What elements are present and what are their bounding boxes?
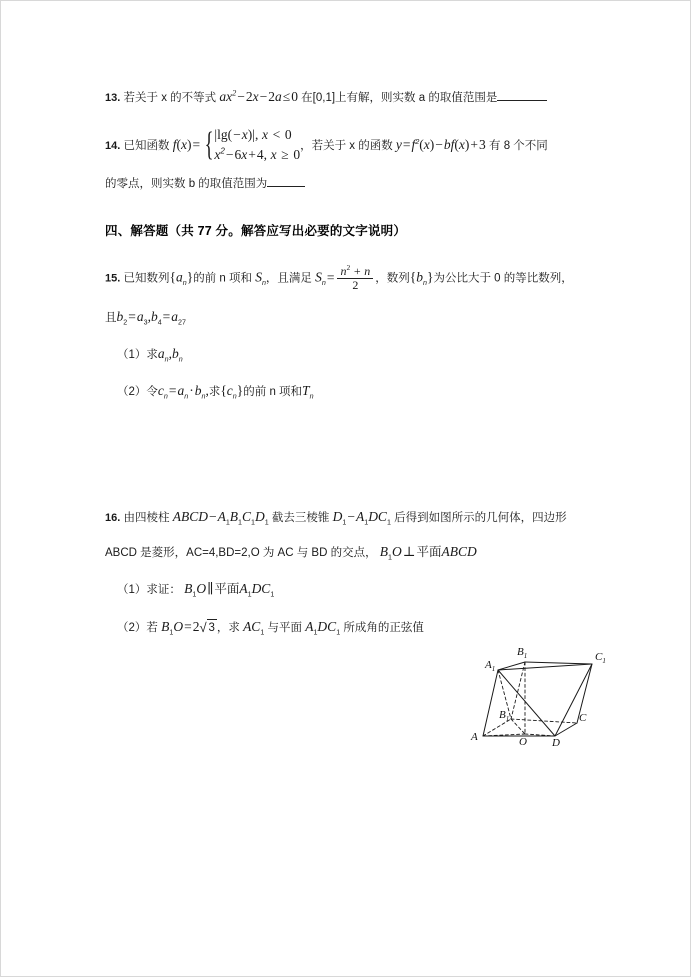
problem-15-text-b: 的前 n 项和 bbox=[193, 273, 252, 286]
problem-14-mid: ，若关于 x 的函数 bbox=[300, 139, 393, 152]
problem-14-line2-text: 的零点，则实数 b 的取值范围为 bbox=[105, 177, 268, 190]
edge-blower-o-dashed bbox=[511, 719, 525, 734]
problem-15-sub1: （1）求$a_n,b_n$ bbox=[117, 345, 183, 364]
problem-14-line2 bbox=[105, 176, 597, 194]
problem-16-solid-1: ABCD bbox=[172, 508, 208, 524]
problem-14-y: y bbox=[395, 136, 402, 152]
problem-16-number: 16. bbox=[105, 511, 121, 524]
problem-16-lead: 由四棱柱 bbox=[123, 511, 170, 524]
edge-a1-a bbox=[483, 670, 498, 736]
problem-15-sub2-label: （2）令 bbox=[117, 386, 158, 399]
problem-16-text-c: 后得到如图所示的几何体，四边形 bbox=[394, 511, 567, 524]
problem-15-sub2-mid: 求 bbox=[208, 386, 221, 399]
edge-blower-c-dashed bbox=[511, 719, 577, 723]
figure-label-a: A bbox=[471, 731, 478, 743]
problem-15-sub2-tail: 的前 n 项和 bbox=[243, 386, 303, 399]
fraction-denominator: 2 bbox=[352, 278, 359, 293]
figure-label-o: O bbox=[519, 736, 527, 747]
problem-16-sub1: （1）求证： $B_1O\parallel$平面$A_1DC_1$ bbox=[117, 581, 275, 599]
problem-16-sub2-math-a: B bbox=[161, 618, 170, 634]
fraction-numerator: $n^2 + n$ bbox=[337, 264, 373, 279]
problem-15-text-c: ，且满足 bbox=[265, 273, 312, 286]
problem-14-tail: 有 8 个不同 bbox=[489, 139, 548, 152]
page-content bbox=[105, 87, 597, 640]
problem-15-lead: 已知数列 bbox=[123, 273, 170, 286]
edge-b1-c1 bbox=[525, 662, 592, 664]
problem-16-line1: 16. 由四棱柱 $ABCD-A_1B_1C_1D_1$ 截去三棱锥 $D_1-A_1DC_1$ 后得到如图所示的几何体，四边形 bbox=[105, 508, 567, 526]
problem-13-expr-2: 2 bbox=[245, 89, 253, 104]
problem-16-sub1-math: B bbox=[184, 581, 193, 597]
problem-16-line2: ABCD 是菱形，AC=4,BD=2,O 为 AC 与 BD 的交点， $B_1O\perp$平面ABCD bbox=[105, 543, 477, 562]
problem-13-lead: 若关于 x 的不等式 bbox=[123, 92, 217, 104]
problem-15-text-e: 为公比大于 0 的等比数列， bbox=[433, 273, 573, 286]
piecewise-function: { |lg(−x)|, x < 0 $x^2-6x+4$, x ≥ 0 bbox=[204, 125, 301, 163]
problem-16-solid-2: D bbox=[332, 508, 343, 524]
section-heading: 四、解答题（共 77 分。解答应写出必要的文字说明） bbox=[105, 224, 407, 239]
problem-15-number: 15. bbox=[105, 273, 121, 286]
figure-label-a1: $A_1$ bbox=[485, 659, 496, 673]
figure-label-b1-lower: $B_1$ bbox=[499, 709, 510, 723]
problem-14-number: 14. bbox=[105, 139, 121, 152]
problem-16-plane-word: 平面 bbox=[416, 544, 442, 559]
problem-16-sub2-tail: 与平面 bbox=[267, 621, 302, 634]
problem-15-sn: S bbox=[255, 270, 262, 286]
problem-16-sub2-mid: ，求 bbox=[216, 621, 240, 634]
problem-15-line2-prefix: 且 bbox=[105, 311, 117, 324]
problem-16-sub1-plane: 平面 bbox=[214, 582, 240, 597]
problem-15-line1: 15. 已知数列$\{a_n\}$的前 n 项和 $S_n$，且满足 $S_n=$ $\frac{n^2 + n}{2}$ ，数列$\{b_n\}$为公比大于 0 的等比数列， bbox=[105, 263, 573, 293]
edge-b1-b-dashed bbox=[511, 662, 525, 719]
problem-16-sub1-label: （1）求证： bbox=[117, 584, 181, 597]
problem-16-sub2-end: 所成角的正弦值 bbox=[343, 621, 424, 634]
problem-16-sub2-math-c: A bbox=[305, 618, 314, 634]
figure-label-c: C bbox=[579, 712, 587, 724]
fraction-sn bbox=[337, 264, 373, 291]
figure-label-d: D bbox=[552, 737, 560, 747]
problem-16-line2-text: ABCD 是菱形，AC=4,BD=2,O 为 AC 与 BD 的交点， bbox=[105, 546, 377, 559]
problem-13: 13. 若关于 x 的不等式 $ax^2-2x-2a\le 0$ 在[0,1]上有解，则实数 a 的取值范围是 bbox=[105, 87, 597, 108]
problem-14: 14. 已知函数 f(x)= { |lg(−x)|, x < 0 $x^2-6x+4$, x ≥ 0 ，若关于 x 的函数 $y=f^2(x)-bf(x)+3$ 有 8 个不同 bbox=[105, 125, 548, 163]
problem-13-expr: $ax^2$ bbox=[219, 88, 237, 104]
answer-blank-14 bbox=[267, 176, 305, 187]
problem-14-lead: 已知函数 bbox=[123, 139, 170, 152]
solid-geometry-figure bbox=[467, 635, 647, 747]
problem-16-sub2: （2）若 $B_1O=2$ √ 3 ，求 $AC_1$ 与平面 $A_1DC_1$ 所成角的正弦值 bbox=[105, 617, 597, 638]
problem-15-text-d: ，数列 bbox=[375, 273, 410, 286]
problem-16-text-b: 截去三棱锥 bbox=[271, 511, 330, 524]
problem-13-mid: 在[0,1]上有解，则实数 a 的取值范围是 bbox=[301, 92, 498, 104]
problem-15-sub1-label: （1）求 bbox=[117, 348, 158, 361]
problem-16-sub2-label: （2）若 bbox=[117, 621, 158, 634]
problem-15-line2: 且$b_2=a_3,b_4=a_{27}$ bbox=[105, 308, 186, 326]
problem-16-line2-math: B bbox=[379, 543, 389, 559]
problem-13-number: 13. bbox=[105, 92, 121, 104]
figure-label-b1-top: $B_1$ bbox=[517, 646, 528, 660]
answer-blank-13 bbox=[497, 90, 547, 101]
problem-15-sub2: （2）令$c_n=a_n\cdot b_n$,求$\{c_n\}$的前 n 项和$T_n$ bbox=[117, 383, 314, 401]
problem-16-sub2-math-b: AC bbox=[243, 618, 261, 634]
figure-label-c1: $C_1$ bbox=[595, 651, 606, 665]
problem-14-f: f bbox=[172, 136, 177, 152]
sqrt-3: √ 3 bbox=[199, 619, 216, 638]
edge-a1-c1 bbox=[498, 664, 592, 670]
